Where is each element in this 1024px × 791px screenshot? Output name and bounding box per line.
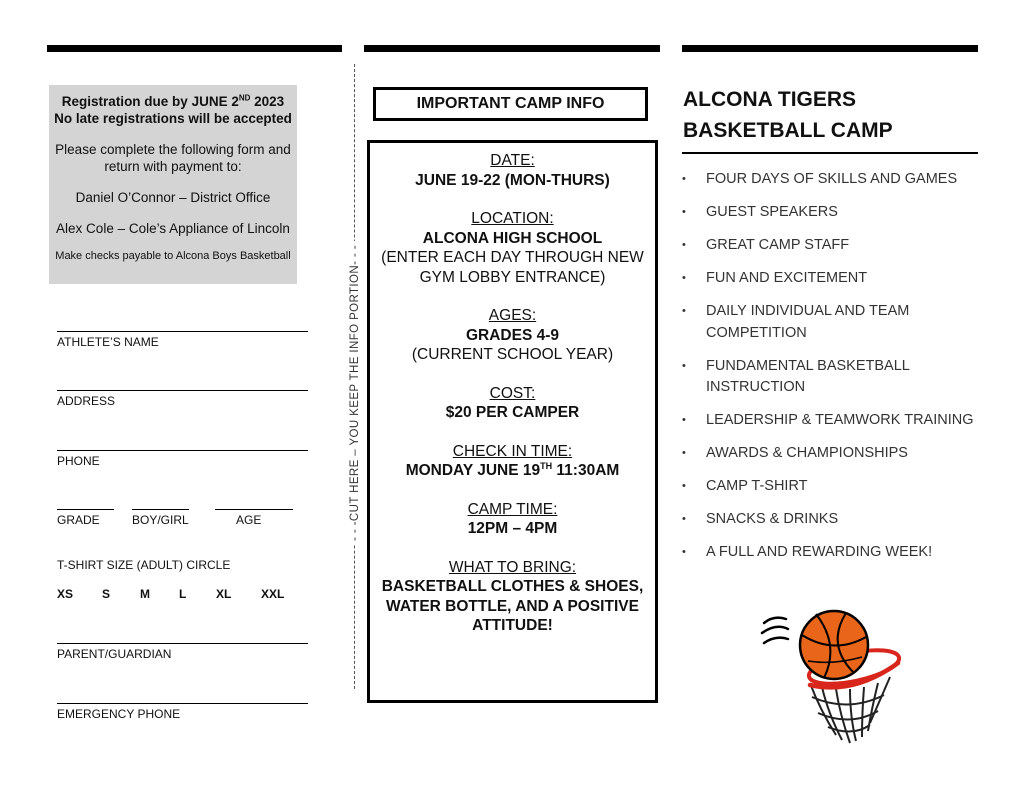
top-rule-left: [47, 45, 342, 52]
checks-payable: Make checks payable to Alcona Boys Basketball: [55, 250, 291, 262]
location-label: LOCATION:: [471, 210, 554, 227]
camp-title-line-2: BASKETBALL CAMP: [683, 119, 893, 142]
date-value: JUNE 19-22 (MON-THURS): [415, 171, 610, 189]
emergency-phone-line[interactable]: [57, 703, 308, 704]
size-s[interactable]: S: [102, 587, 111, 601]
boy-girl-line[interactable]: [132, 509, 189, 510]
location-value: ALCONA HIGH SCHOOL: [422, 229, 603, 247]
list-item: • FOUR DAYS OF SKILLS AND GAMES: [682, 169, 982, 191]
contact-2: Alex Cole – Cole’s Appliance of Lincoln: [56, 221, 290, 236]
size-xl[interactable]: XL: [216, 587, 232, 601]
ages-note: (CURRENT SCHOOL YEAR): [411, 346, 614, 363]
list-item: • LEADERSHIP & TEAMWORK TRAINING: [682, 410, 982, 432]
bullet-icon: •: [682, 206, 686, 218]
bullet-icon: •: [682, 272, 686, 284]
tshirt-size-label: T-SHIRT SIZE (ADULT) CIRCLE: [57, 558, 231, 572]
bullet-icon: •: [682, 239, 686, 251]
basketball-icon: [800, 611, 868, 679]
size-xxl[interactable]: XXL: [261, 587, 285, 601]
list-item: • FUN AND EXCITEMENT: [682, 268, 982, 290]
no-late-notice: No late registrations will be accepted: [54, 111, 292, 126]
bullet-icon: •: [682, 359, 686, 372]
address-line[interactable]: [57, 390, 308, 391]
list-item: • SNACKS & DRINKS: [682, 509, 982, 531]
age-label: AGE: [236, 513, 262, 527]
grade-line[interactable]: [57, 509, 114, 510]
bullet-icon: •: [682, 173, 686, 185]
size-m[interactable]: M: [140, 587, 150, 601]
cut-here-text: - - -CUT HERE – YOU KEEP THE INFO PORTION- - -: [349, 241, 361, 545]
phone-line[interactable]: [57, 450, 308, 451]
cost-label: COST:: [489, 384, 536, 402]
list-item: • DAILY INDIVIDUAL AND TEAM COMPETITION: [682, 303, 910, 341]
camp-title: [683, 84, 978, 146]
athlete-name-line[interactable]: [57, 331, 308, 332]
emergency-phone-label: EMERGENCY PHONE: [57, 707, 181, 721]
cost-value: $20 PER CAMPER: [445, 404, 580, 421]
bullet-icon: •: [682, 305, 686, 317]
list-item: • A FULL AND REWARDING WEEK!: [682, 542, 982, 564]
important-camp-info-title: IMPORTANT CAMP INFO: [373, 87, 648, 121]
parent-guardian-label: PARENT/GUARDIAN: [57, 647, 172, 661]
contact-1: Daniel O’Connor – District Office: [75, 190, 271, 205]
bullet-icon: •: [682, 447, 686, 459]
size-xs[interactable]: XS: [57, 587, 74, 601]
ages-label: AGES:: [488, 307, 537, 324]
top-rule-right: [682, 45, 978, 52]
list-item: • AWARDS & CHAMPIONSHIPS: [682, 443, 982, 465]
camp-title-line-1: ALCONA TIGERS: [683, 88, 857, 111]
registration-notice: [49, 85, 297, 284]
camp-info-box: [367, 140, 658, 703]
bullet-icon: •: [682, 513, 686, 525]
parent-guardian-line[interactable]: [57, 643, 308, 644]
list-item: • CAMP T-SHIRT: [682, 476, 982, 498]
address-label: ADDRESS: [57, 394, 116, 408]
checkin-value: MONDAY JUNE 19TH 11:30AM: [405, 460, 620, 479]
bullet-icon: •: [682, 480, 686, 492]
bullet-icon: •: [682, 414, 686, 426]
instructions: Please complete the following form and return with payment to:: [55, 142, 291, 174]
camp-time-value: 12PM – 4PM: [467, 520, 558, 537]
grade-label: GRADE: [57, 513, 100, 527]
bullet-icon: •: [682, 546, 686, 558]
motion-lines-icon: [762, 618, 788, 643]
phone-label: PHONE: [57, 454, 100, 468]
ages-value: GRADES 4-9: [465, 326, 560, 344]
size-l[interactable]: L: [179, 587, 187, 601]
date-label: DATE:: [490, 152, 535, 169]
list-item: • GUEST SPEAKERS: [682, 202, 982, 224]
what-to-bring-value: BASKETBALL CLOTHES & SHOES, WATER BOTTLE, AND A POSITIVE ATTITUDE!: [381, 578, 644, 634]
feature-list: [682, 169, 982, 575]
title-rule: [682, 152, 978, 154]
basketball-hoop-icon: [758, 605, 908, 750]
boy-girl-label: BOY/GIRL: [132, 513, 189, 527]
registration-due: Registration due by JUNE 2ND 2023: [61, 93, 285, 109]
what-to-bring-label: WHAT TO BRING:: [448, 558, 577, 576]
age-line[interactable]: [215, 509, 293, 510]
athlete-name-label: ATHLETE’S NAME: [57, 335, 159, 349]
camp-time-label: CAMP TIME:: [467, 500, 558, 518]
list-item: • FUNDAMENTAL BASKETBALL INSTRUCTION: [682, 357, 910, 395]
location-note: (ENTER EACH DAY THROUGH NEW GYM LOBBY ENTRANCE): [381, 249, 644, 286]
checkin-label: CHECK IN TIME:: [452, 442, 573, 460]
top-rule-middle: [364, 45, 660, 52]
list-item: • GREAT CAMP STAFF: [682, 235, 982, 257]
